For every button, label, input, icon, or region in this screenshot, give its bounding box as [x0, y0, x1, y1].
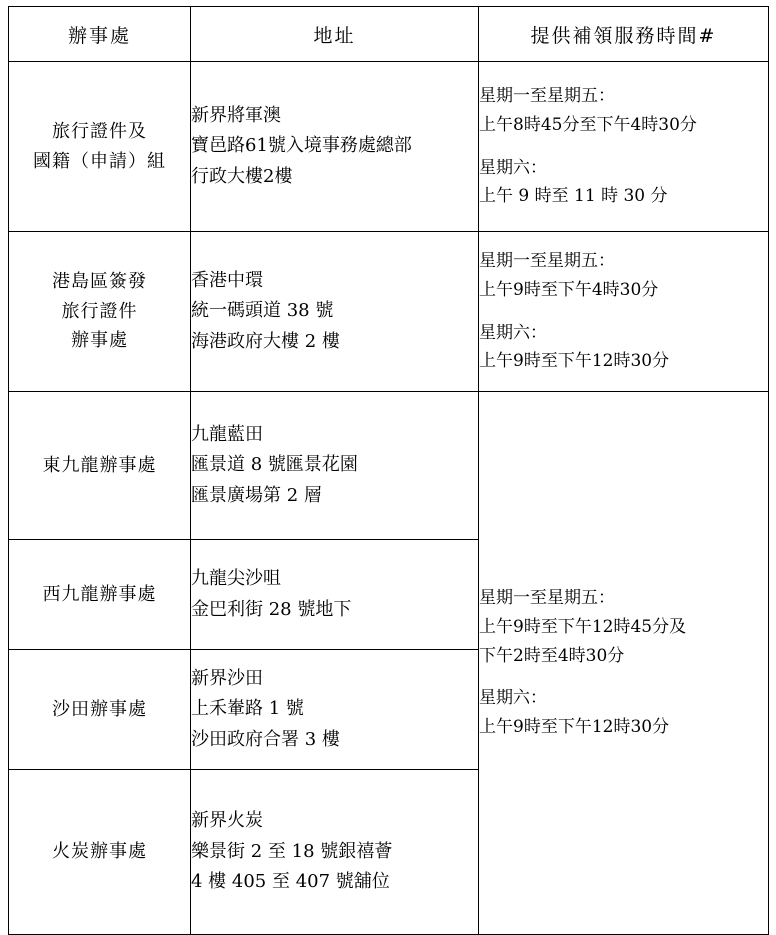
office-address-cell	[191, 650, 479, 770]
office-name-line: 旅行證件及	[52, 120, 147, 142]
office-name-cell	[9, 540, 191, 650]
service-hours-cell	[479, 232, 769, 392]
column-header-office	[9, 7, 191, 62]
address-line: 上禾輋路 1 號	[191, 698, 304, 720]
address-line: 海港政府大樓 2 樓	[191, 330, 340, 352]
office-name-line: 國籍（申請）組	[33, 150, 166, 172]
office-name-cell	[9, 770, 191, 935]
office-name-line: 辦事處	[71, 330, 128, 352]
table-row	[9, 392, 769, 540]
column-header-hours-label: 提供補領服務時間#	[530, 24, 717, 47]
service-hours-line: 上午8時45分至下午4時30分	[479, 114, 697, 135]
table-row	[9, 62, 769, 232]
service-hours-cell	[479, 62, 769, 232]
service-hours-line: 星期一至星期五：	[479, 250, 615, 271]
office-name-line: 西九龍辦事處	[42, 583, 157, 605]
service-hours-line: 上午9時至下午12時30分	[479, 351, 670, 372]
office-name-line: 東九龍辦事處	[42, 454, 157, 476]
office-name-line: 沙田辦事處	[52, 698, 147, 720]
service-hours-block	[479, 154, 768, 212]
office-name-cell	[9, 650, 191, 770]
service-hours-block	[479, 319, 768, 377]
address-line: 樂景街 2 至 18 號銀禧薈	[191, 840, 393, 862]
service-hours-block	[479, 82, 768, 140]
service-hours-cell-merged	[479, 392, 769, 935]
office-address-cell	[191, 770, 479, 935]
service-hours-block	[479, 247, 768, 305]
address-line: 匯景廣場第 2 層	[191, 484, 322, 506]
address-line: 香港中環	[191, 269, 263, 291]
service-hours-line: 星期六：	[479, 157, 547, 178]
service-hours-line: 上午9時至下午12時45分及	[479, 616, 687, 637]
service-hours-line: 星期一至星期五：	[479, 587, 615, 608]
address-line: 匯景道 8 號匯景花園	[191, 454, 358, 476]
address-line: 4 樓 405 至 407 號舖位	[191, 871, 390, 893]
address-line: 行政大樓2樓	[191, 165, 293, 187]
office-name-line: 旅行證件	[61, 300, 138, 322]
address-line: 金巴利街 28 號地下	[191, 598, 352, 620]
service-hours-line: 上午9時至下午4時30分	[479, 279, 659, 300]
service-hours-line: 上午9時至下午12時30分	[479, 717, 670, 738]
table-body	[9, 62, 769, 935]
office-name-cell	[9, 392, 191, 540]
address-line: 新界沙田	[191, 667, 263, 689]
service-hours-line: 星期一至星期五：	[479, 85, 615, 106]
service-hours-line: 上午 9 時至 11 時 30 分	[479, 186, 668, 207]
column-header-address-label: 地址	[313, 24, 356, 47]
address-line: 寶邑路61號入境事務處總部	[191, 135, 412, 157]
office-address-cell	[191, 540, 479, 650]
table-row	[9, 232, 769, 392]
office-address-cell	[191, 232, 479, 392]
office-address-cell	[191, 392, 479, 540]
column-header-office-label: 辦事處	[67, 24, 131, 47]
table-header-row	[9, 7, 769, 62]
office-service-hours-table	[8, 6, 769, 935]
address-line: 九龍藍田	[191, 423, 263, 445]
office-name-line: 港島區簽發	[52, 270, 147, 292]
service-hours-line: 星期六：	[479, 688, 547, 709]
service-hours-block	[479, 584, 768, 671]
office-address-cell	[191, 62, 479, 232]
office-name-cell	[9, 232, 191, 392]
service-hours-line: 星期六：	[479, 322, 547, 343]
column-header-hours	[479, 7, 769, 62]
address-line: 新界火炭	[191, 810, 263, 832]
office-name-line: 火炭辦事處	[52, 841, 147, 863]
table-header	[9, 7, 769, 62]
address-line: 統一碼頭道 38 號	[191, 300, 334, 322]
service-hours-block	[479, 684, 768, 742]
office-name-cell	[9, 62, 191, 232]
address-line: 新界將軍澳	[191, 104, 281, 126]
service-hours-line: 下午2時至4時30分	[479, 645, 625, 666]
address-line: 九龍尖沙咀	[191, 567, 281, 589]
column-header-address	[191, 7, 479, 62]
address-line: 沙田政府合署 3 樓	[191, 728, 340, 750]
